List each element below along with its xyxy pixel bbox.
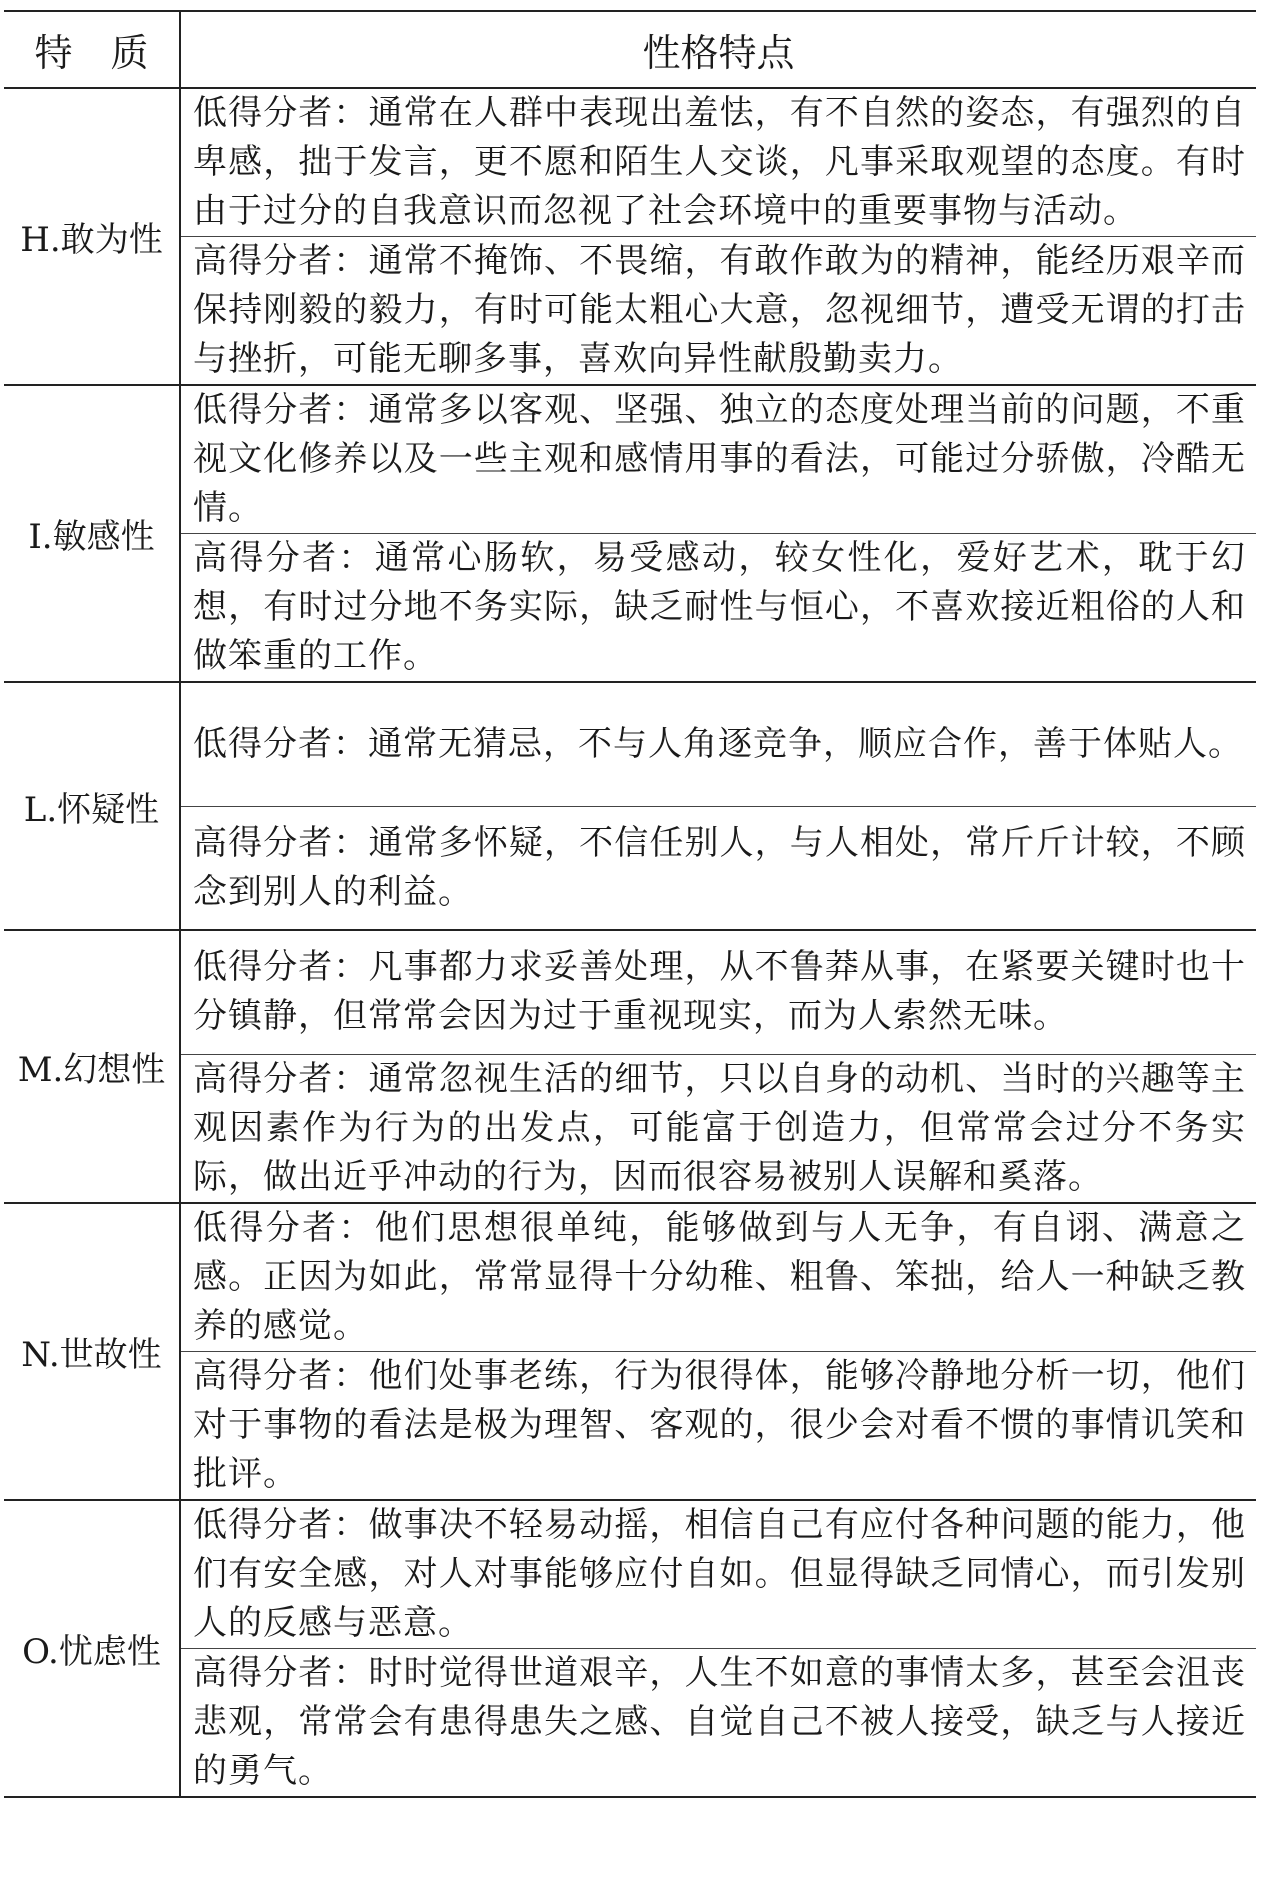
table-row	[4, 237, 1256, 386]
high-score-description: 高得分者：通常忽视生活的细节，只以自身的动机、当时的兴趣等主观因素作为行为的出发点，可能富于创造力，但常常会过分不务实际，做出近乎冲动的行为，因而很容易被别人误解和奚落。	[180, 1054, 1256, 1203]
table-row	[4, 1351, 1256, 1500]
low-score-description: 低得分者：通常在人群中表现出羞怯，有不自然的姿态，有强烈的自卑感，拙于发言，更不愿和陌生人交谈，凡事采取观望的态度。有时由于过分的自我意识而忽视了社会环境中的重要事物与活动。	[180, 88, 1256, 237]
header-trait: 特 质	[4, 11, 180, 88]
table-row	[4, 1500, 1256, 1649]
trait-name: I.敏感性	[4, 385, 180, 682]
low-score-description: 低得分者：通常无猜忌，不与人角逐竞争，顺应合作，善于体贴人。	[180, 682, 1256, 806]
low-score-description: 低得分者：他们思想很单纯，能够做到与人无争，有自诩、满意之感。正因为如此，常常显得十分幼稚、粗鲁、笨拙，给人一种缺乏教养的感觉。	[180, 1203, 1256, 1352]
high-score-description: 高得分者：通常心肠软，易受感动，较女性化，爱好艺术，耽于幻想，有时过分地不务实际，缺乏耐性与恒心，不喜欢接近粗俗的人和做笨重的工作。	[180, 534, 1256, 683]
table-row	[4, 1203, 1256, 1352]
table-row	[4, 682, 1256, 806]
table-row	[4, 88, 1256, 237]
table-row	[4, 1648, 1256, 1797]
low-score-description: 低得分者：通常多以客观、坚强、独立的态度处理当前的问题，不重视文化修养以及一些主观和感情用事的看法，可能过分骄傲，冷酷无情。	[180, 385, 1256, 534]
header-characteristics: 性格特点	[180, 11, 1256, 88]
high-score-description: 高得分者：他们处事老练，行为很得体，能够冷静地分析一切，他们对于事物的看法是极为理智、客观的，很少会对看不惯的事情讥笑和批评。	[180, 1351, 1256, 1500]
table-row	[4, 806, 1256, 930]
high-score-description: 高得分者：通常不掩饰、不畏缩，有敢作敢为的精神，能经历艰辛而保持刚毅的毅力，有时可能太粗心大意，忽视细节，遭受无谓的打击与挫折，可能无聊多事，喜欢向异性献殷勤卖力。	[180, 237, 1256, 386]
trait-name: O.忧虑性	[4, 1500, 180, 1797]
table-row	[4, 1054, 1256, 1203]
table-row	[4, 930, 1256, 1054]
trait-name: L.怀疑性	[4, 682, 180, 930]
trait-name: N.世故性	[4, 1203, 180, 1500]
table-row	[4, 385, 1256, 534]
high-score-description: 高得分者：通常多怀疑，不信任别人，与人相处，常斤斤计较，不顾念到别人的利益。	[180, 806, 1256, 930]
trait-name: H.敢为性	[4, 88, 180, 385]
trait-name: M.幻想性	[4, 930, 180, 1203]
low-score-description: 低得分者：做事决不轻易动摇，相信自己有应付各种问题的能力，他们有安全感，对人对事能够应付自如。但显得缺乏同情心，而引发别人的反感与恶意。	[180, 1500, 1256, 1649]
table-row	[4, 534, 1256, 683]
high-score-description: 高得分者：时时觉得世道艰辛，人生不如意的事情太多，甚至会沮丧悲观，常常会有患得患失之感、自觉自己不被人接受，缺乏与人接近的勇气。	[180, 1648, 1256, 1797]
table-header-row	[4, 11, 1256, 88]
personality-traits-table	[4, 10, 1256, 1798]
low-score-description: 低得分者：凡事都力求妥善处理，从不鲁莽从事，在紧要关键时也十分镇静，但常常会因为过于重视现实，而为人索然无味。	[180, 930, 1256, 1054]
